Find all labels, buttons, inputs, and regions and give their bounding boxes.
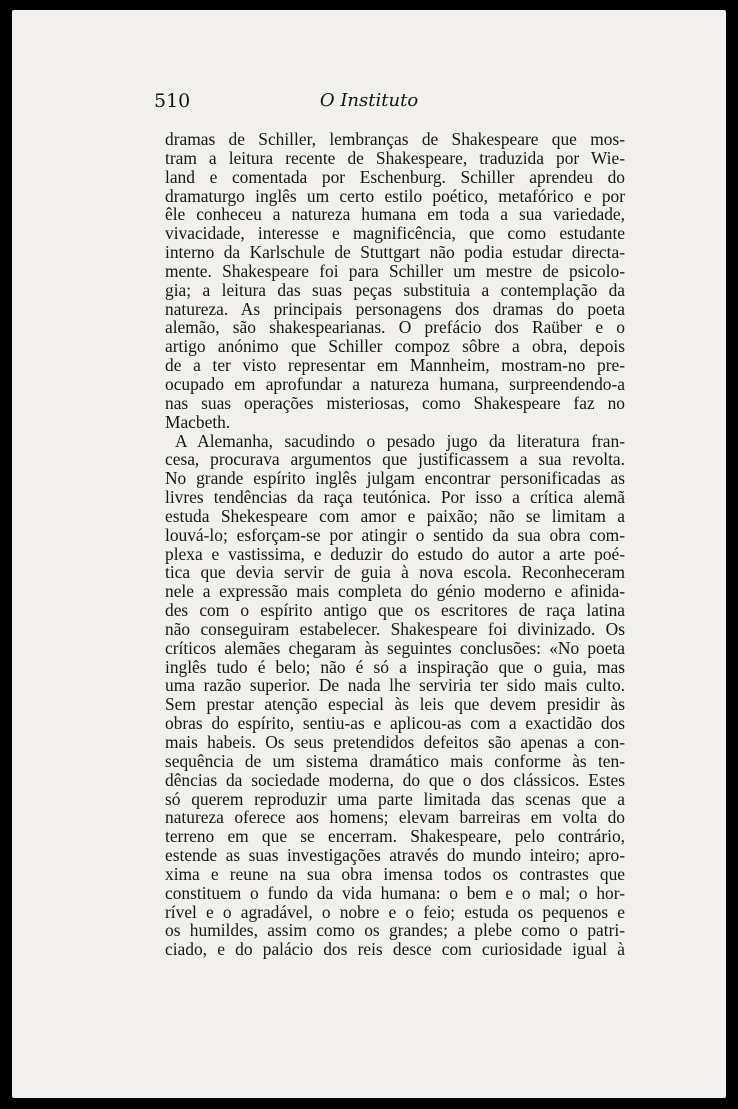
text-line: nele a expressão mais completa do génio moderno e afinida- [165, 581, 625, 602]
text-line: livres tendências da raça teutónica. Por isso a crítica alemã [165, 487, 625, 508]
text-line: gia; a leitura das suas peças substituia a contemplação da [165, 279, 625, 300]
page-header [0, 90, 738, 116]
text-line: estuda Shekespeare com amor e paixão; não se limitam a [165, 505, 625, 526]
text-line: inglês tudo é belo; não é só a inspiração que o guia, mas [165, 656, 625, 677]
body-text [165, 130, 625, 959]
text-line: cesa, procurava argumentos que justificassem a sua revolta. [165, 449, 625, 470]
text-line: mais habeis. Os seus pretendidos defeitos são apenas a con- [165, 732, 625, 752]
text-line: artigo anónimo que Schiller compoz sôbre a obra, depois [165, 336, 625, 357]
text-line: louvá-lo; esforçam-se por atingir o sentido da sua obra com- [165, 524, 625, 545]
text-line: vivacidade, interesse e magnificência, que como estudante [165, 223, 625, 244]
text-line: tica que devia servir de guia à nova escola. Reconheceram [165, 562, 625, 583]
running-title: O Instituto [319, 90, 419, 111]
text-line: mente. Shakespeare foi para Schiller um mestre de psicolo- [165, 260, 625, 281]
text-line: obras do espírito, sentiu-as e aplicou-as com a exactidão dos [165, 713, 625, 734]
text-line: land e comentada por Eschenburg. Schiller aprendeu do [165, 166, 625, 187]
text-line: só querem reproduzir uma parte limitada das scenas que a [165, 788, 625, 809]
text-line: Sem prestar atenção especial às leis que devem presidir às [165, 694, 625, 715]
text-line: Macbeth. [165, 411, 231, 432]
text-line: des com o espírito antigo que os escritores de raça latina [165, 600, 625, 621]
text-line: natureza oferece aos homens; elevam barreiras em volta do [165, 807, 625, 828]
text-line: nas suas operações misteriosas, como Shakespeare faz no [165, 392, 625, 413]
text-line: dramaturgo inglês um certo estilo poético, metafórico e por [165, 185, 625, 206]
text-line: rível e o agradável, o nobre e o feio; estuda os pequenos e [165, 901, 625, 922]
text-line: No grande espírito inglês julgam encontrar personificadas as [165, 468, 625, 489]
text-line: críticos alemães chegaram às seguintes conclusões: «No poeta [165, 637, 625, 658]
text-line: sequência de um sistema dramático mais conforme às ten- [165, 750, 625, 771]
text-line: A Alemanha, sacudindo o pesado jugo da literatura fran- [175, 430, 625, 451]
text-line: alemão, são shakespearianas. O prefácio dos Raüber e o [165, 317, 625, 338]
text-line: estende as suas investigações através do mundo inteiro; apro- [165, 845, 625, 866]
text-line: plexa e vastissima, e deduzir do estudo do autor a arte poé- [165, 543, 625, 564]
text-line: constituem o fundo da vida humana: o bem e o mal; o hor- [165, 882, 625, 903]
text-line: ocupado em aprofundar a natureza humana, surpreendendo-a [165, 373, 625, 394]
text-line: não conseguiram estabelecer. Shakespeare foi divinizado. Os [165, 618, 625, 639]
text-line: terreno em que se encerram. Shakespeare, pelo contrário, [165, 826, 625, 847]
text-line: de a ter visto representar em Mannheim, mostram-no pre- [165, 355, 625, 376]
text-line: êle conheceu a natureza humana em toda a sua variedade, [165, 204, 625, 225]
paragraph-1 [165, 130, 625, 432]
text-line: uma razão superior. De nada lhe serviria ter sido mais culto. [165, 675, 625, 696]
text-line: os humildes, assim como os grandes; a plebe como o patri- [165, 920, 625, 941]
text-line: dramas de Schiller, lembranças de Shakespeare que mos- [165, 129, 625, 149]
text-line: xima e reune na sua obra imensa todos os contrastes que [165, 863, 625, 884]
text-line: ciado, e do palácio dos reis desce com curiosidade igual à [165, 939, 625, 960]
text-line: dências da sociedade moderna, do que o dos clássicos. Estes [165, 769, 625, 790]
paragraph-2 [165, 432, 625, 960]
page-number: 510 [154, 90, 191, 112]
text-line: interno da Karlschule de Stuttgart não podia estudar directa- [165, 242, 625, 263]
text-line: natureza. As principais personagens dos dramas do poeta [165, 298, 625, 319]
text-line: tram a leitura recente de Shakespeare, traduzida por Wie- [165, 147, 625, 168]
